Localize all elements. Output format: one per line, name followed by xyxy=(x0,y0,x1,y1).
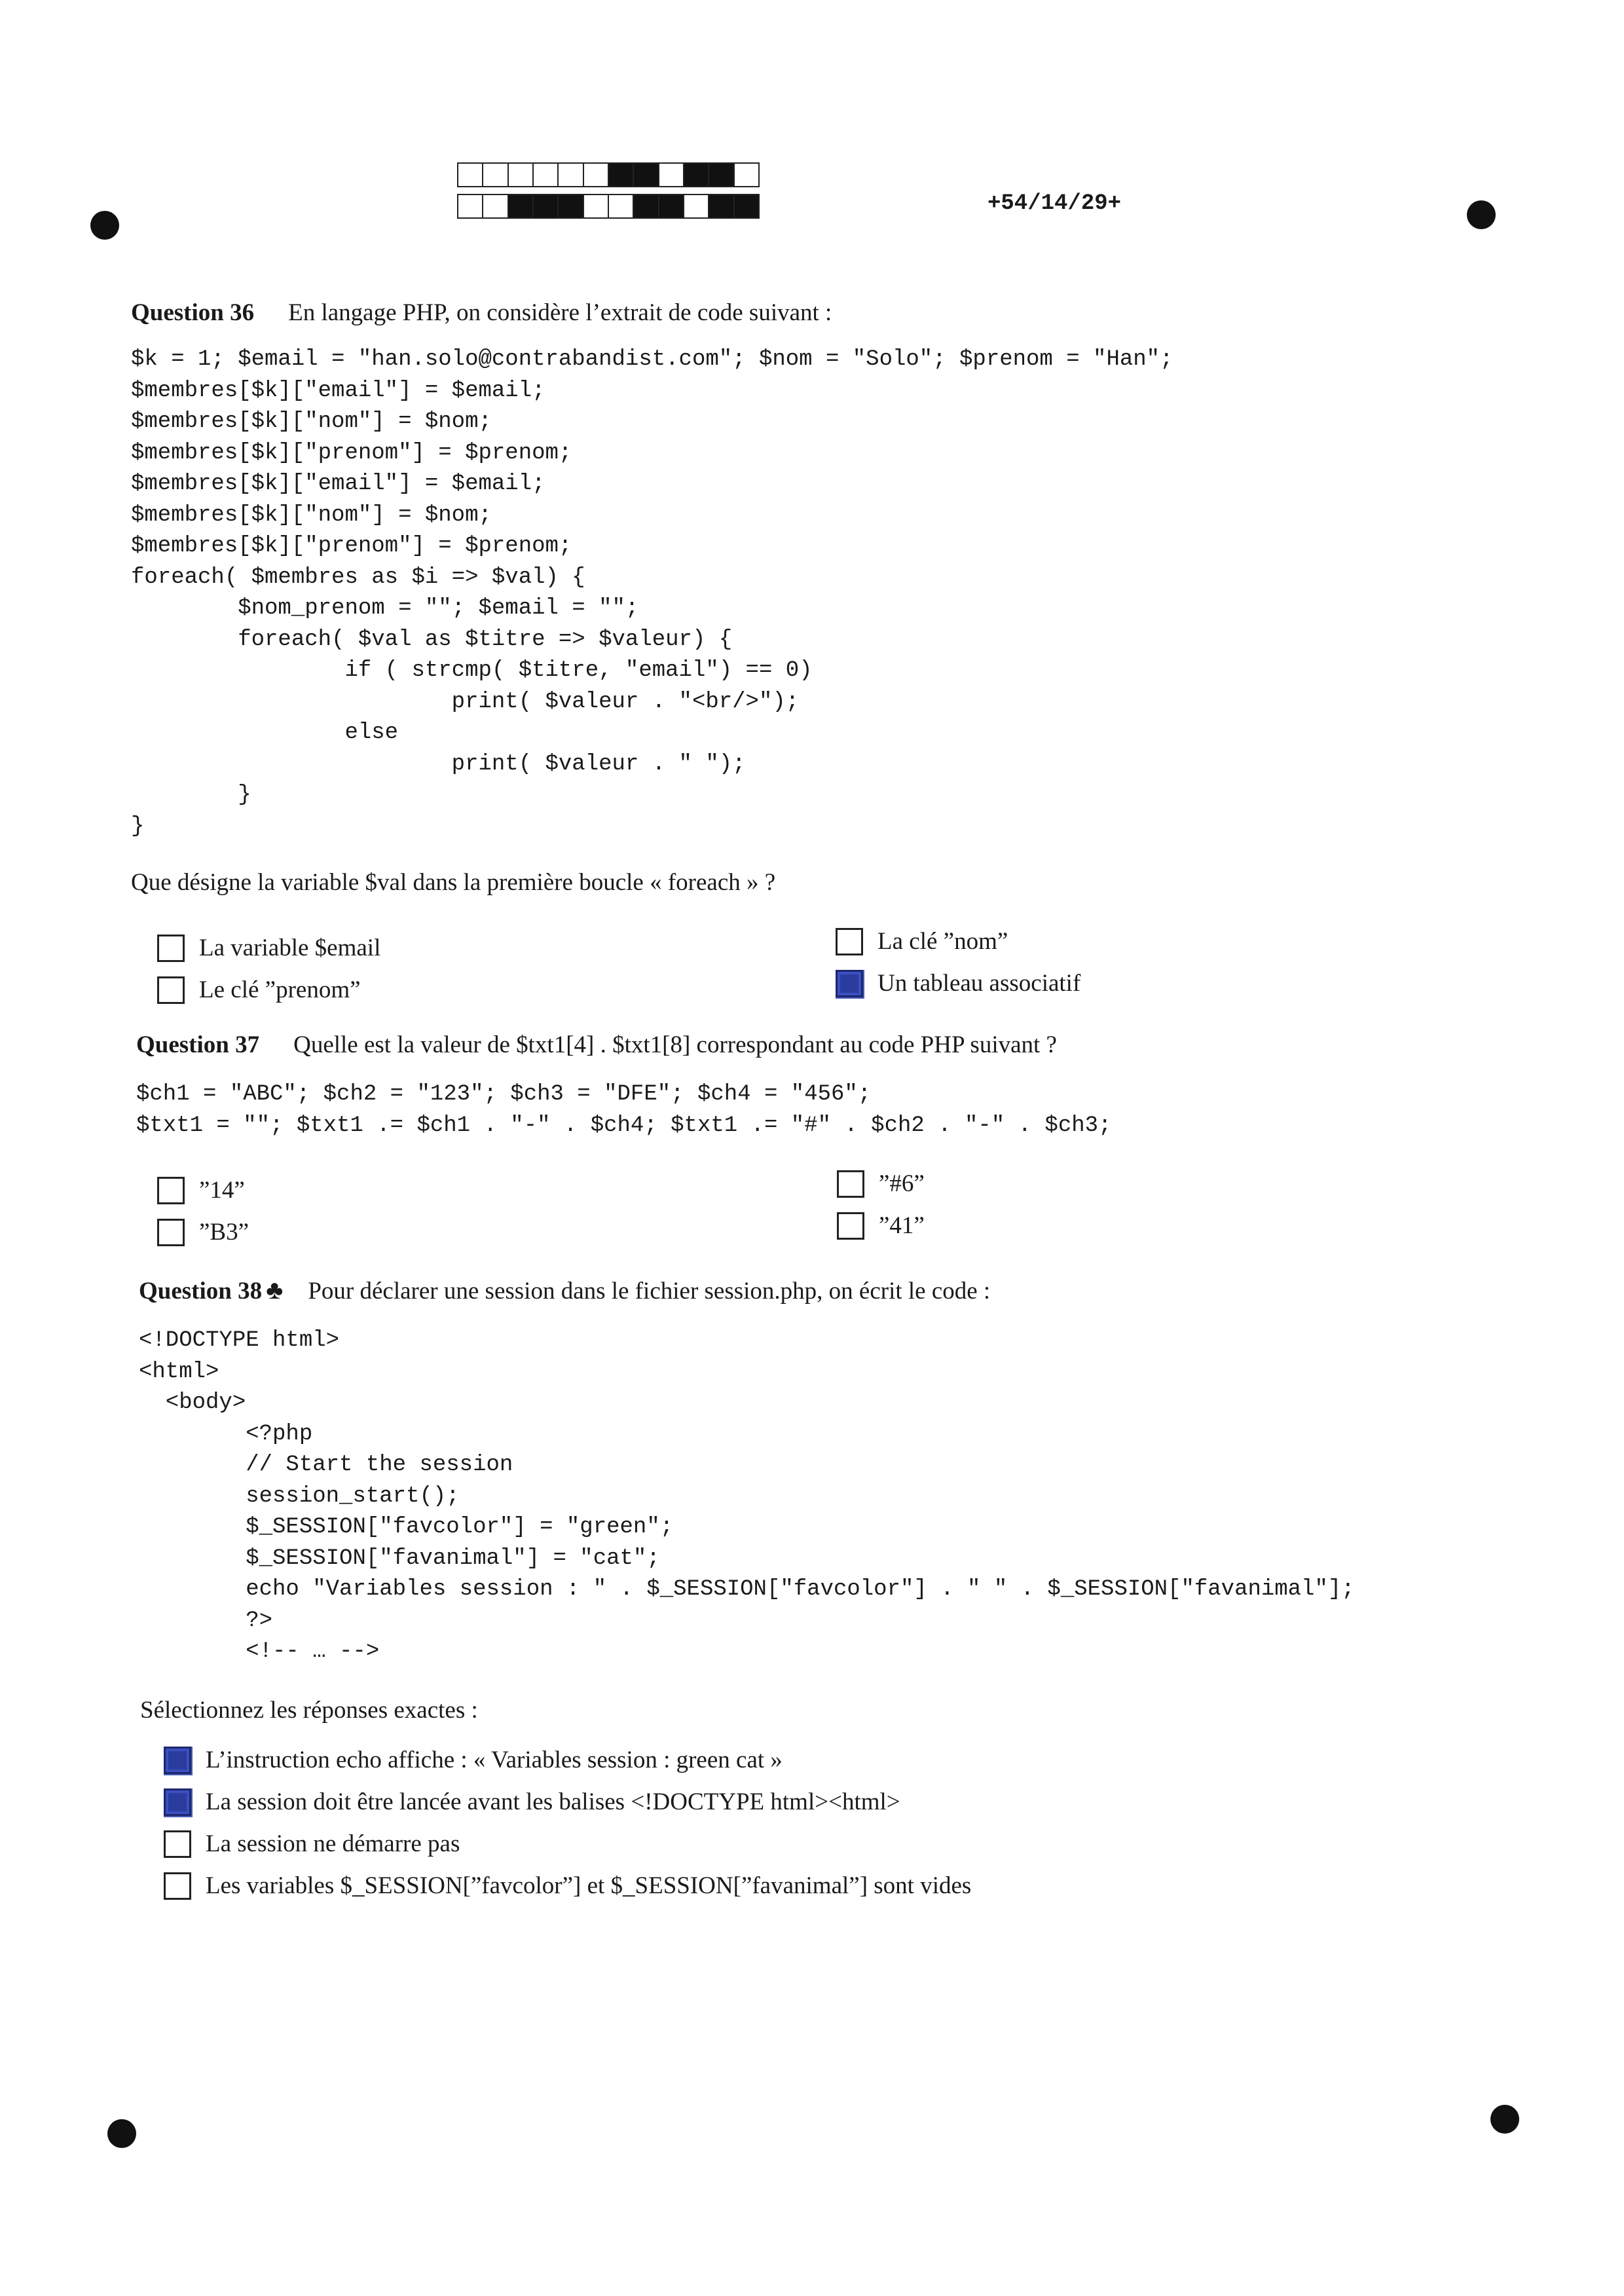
registration-mark-top-left xyxy=(90,211,119,240)
q36-option-cle-prenom[interactable] xyxy=(157,976,361,1004)
question-number: Question 38 xyxy=(139,1278,263,1305)
checkbox[interactable] xyxy=(157,935,185,962)
question-number: Question 36 xyxy=(131,299,255,326)
checkbox-checked[interactable] xyxy=(164,1788,191,1816)
registration-mark-bottom-left xyxy=(107,2119,136,2148)
question-37-header xyxy=(136,1031,1057,1059)
q37-option-hash6[interactable] xyxy=(837,1170,925,1198)
q38-option-echo-affiche[interactable] xyxy=(164,1746,783,1774)
option-label: ”14” xyxy=(199,1177,245,1204)
option-label: ”#6” xyxy=(879,1170,925,1197)
question-intro: Pour déclarer une session dans le fichier session.php, on écrit le code : xyxy=(308,1278,991,1305)
question-38-code: <!DOCTYPE html> <html> <body> <?php // Start the session session_start(); $_SESSION["favcolor"] = "green"; $_SESSION["favanimal"] = "cat"; echo "Variables session : " . $_SESSION["favcolor"] . " " . $_SESSION["favanimal"]; ?> <!-- … --> xyxy=(139,1328,1355,1664)
checkbox[interactable] xyxy=(164,1830,191,1858)
checkbox[interactable] xyxy=(157,1177,185,1204)
checkbox-checked[interactable] xyxy=(164,1747,191,1774)
option-label: Les variables $_SESSION[”favcolor”] et $_SESSION[”favanimal”] sont vides xyxy=(206,1872,972,1899)
checkbox-checked[interactable] xyxy=(836,970,863,997)
q37-option-41[interactable] xyxy=(837,1212,925,1240)
barcode-row-1 xyxy=(458,162,760,187)
question-36-header xyxy=(131,299,832,327)
option-label: Le clé ”prenom” xyxy=(199,976,361,1003)
option-label: La clé ”nom” xyxy=(877,928,1008,955)
question-intro: Quelle est la valeur de $txt1[4] . $txt1[8] correspondant au code PHP suivant ? xyxy=(293,1031,1057,1058)
q36-option-tableau-associatif[interactable] xyxy=(836,969,1080,997)
q38-option-session-avant-balises[interactable] xyxy=(164,1788,900,1816)
option-label: ”B3” xyxy=(199,1219,249,1246)
q36-option-variable-email[interactable] xyxy=(157,934,380,962)
question-38-header xyxy=(139,1274,990,1305)
club-icon: ♣ xyxy=(266,1275,284,1305)
option-label: La session doit être lancée avant les balises <!DOCTYPE html><html> xyxy=(206,1788,900,1815)
barcode-row-2 xyxy=(458,194,760,219)
checkbox[interactable] xyxy=(157,1219,185,1246)
checkbox[interactable] xyxy=(836,928,863,955)
option-label: Un tableau associatif xyxy=(877,970,1081,997)
option-label: La variable $email xyxy=(199,935,381,961)
question-number: Question 37 xyxy=(136,1031,260,1058)
sheet-id: +54/14/29+ xyxy=(987,191,1122,216)
question-36-code: $k = 1; $email = "han.solo@contrabandist.com"; $nom = "Solo"; $prenom = "Han"; $membres[$k]["email"] = $email; $membres[$k]["nom"] = $nom; $membres[$k]["prenom"] = $prenom; $membres[$k]["email"] = $email; $membres[$k]["nom"] = $nom; $membres[$k]["prenom"] = $prenom; foreach( $membres as $i => $val) { $nom_prenom = ""; $email = ""; foreach( $val as $titre => $valeur) { if ( strcmp( $titre, "email") == 0) print( $valeur . "<br/>"); else print( $valeur . " "); } } xyxy=(131,347,1173,839)
option-label: ”41” xyxy=(879,1212,925,1239)
q38-option-variables-vides[interactable] xyxy=(164,1872,971,1900)
option-label: La session ne démarre pas xyxy=(206,1830,460,1857)
registration-mark-top-right xyxy=(1467,200,1496,229)
checkbox[interactable] xyxy=(164,1872,191,1900)
checkbox[interactable] xyxy=(837,1170,864,1198)
q38-option-session-ne-demarre-pas[interactable] xyxy=(164,1830,460,1858)
question-36-prompt: Que désigne la variable $val dans la première boucle « foreach » ? xyxy=(131,869,776,896)
checkbox[interactable] xyxy=(837,1212,864,1240)
checkbox[interactable] xyxy=(157,976,185,1004)
question-38-prompt: Sélectionnez les réponses exactes : xyxy=(140,1697,478,1724)
q37-option-14[interactable] xyxy=(157,1176,245,1204)
question-37-code: $ch1 = "ABC"; $ch2 = "123"; $ch3 = "DFE"; $ch4 = "456"; $txt1 = ""; $txt1 .= $ch1 . "-" . $ch4; $txt1 .= "#" . $ch2 . "-" . $ch3; xyxy=(136,1082,1112,1138)
q37-option-b3[interactable] xyxy=(157,1218,249,1246)
registration-mark-bottom-right xyxy=(1490,2105,1519,2134)
option-label: L’instruction echo affiche : « Variables session : green cat » xyxy=(206,1747,783,1773)
q36-option-cle-nom[interactable] xyxy=(836,927,1008,955)
question-intro: En langage PHP, on considère l’extrait de code suivant : xyxy=(288,299,832,326)
